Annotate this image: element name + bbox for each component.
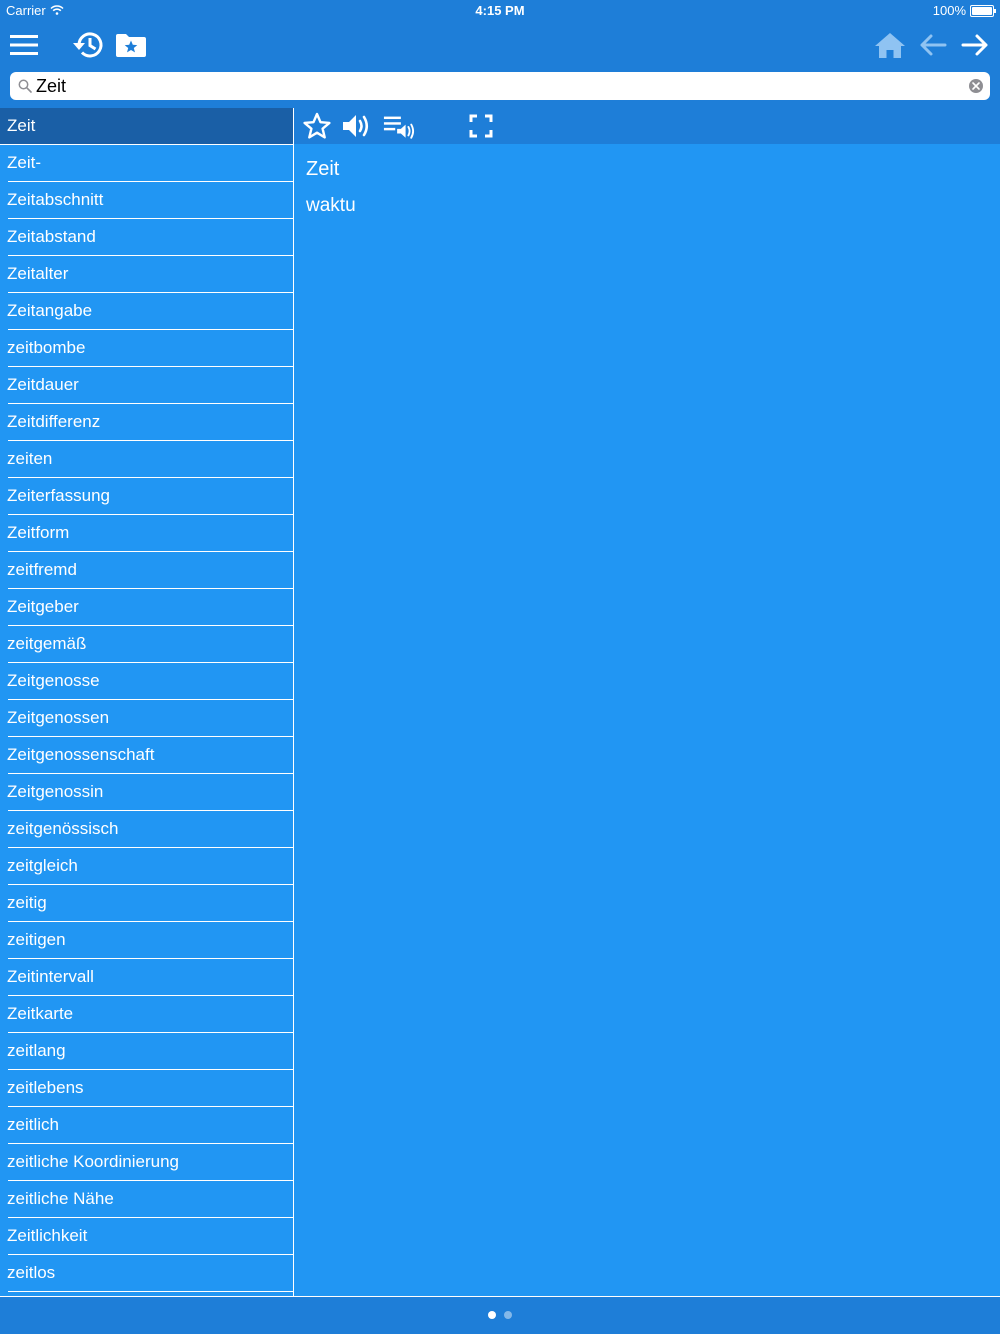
menu-button[interactable]	[5, 26, 43, 64]
list-item-label: zeitlich	[7, 1115, 59, 1134]
list-item-label: Zeitabschnitt	[7, 190, 104, 209]
list-item[interactable]	[8, 922, 293, 959]
list-item[interactable]	[8, 774, 293, 811]
list-item-label: zeitfremd	[7, 560, 77, 579]
list-item-label: Zeitgenosse	[7, 671, 100, 690]
search-bar	[0, 68, 1000, 108]
list-item[interactable]	[8, 256, 293, 293]
list-item-label: zeiten	[7, 449, 53, 468]
favorites-folder-icon	[115, 32, 147, 58]
list-item-label: Zeitform	[7, 523, 70, 542]
main-toolbar	[0, 22, 1000, 68]
list-item-label: Zeitintervall	[7, 967, 94, 986]
forward-arrow-icon	[961, 33, 989, 57]
back-button[interactable]	[914, 26, 952, 64]
history-icon	[71, 30, 105, 60]
fullscreen-icon	[468, 113, 494, 139]
battery-percent: 100%	[932, 3, 966, 18]
list-item[interactable]	[8, 700, 293, 737]
list-item[interactable]	[8, 1107, 293, 1144]
list-item[interactable]	[8, 552, 293, 589]
list-item-label: Zeit	[7, 116, 36, 135]
list-item-label: zeitigen	[7, 930, 66, 949]
list-item[interactable]	[8, 1255, 293, 1292]
list-item[interactable]	[8, 182, 293, 219]
clear-search-button[interactable]	[968, 78, 984, 94]
playlist-audio-icon	[383, 112, 415, 140]
list-item-label: Zeiterfassung	[7, 486, 110, 505]
list-item-label: Zeitangabe	[7, 301, 93, 320]
battery-icon	[970, 5, 994, 17]
definition-headword: Zeit	[306, 158, 340, 180]
list-item-label: Zeitalter	[7, 264, 69, 283]
back-arrow-icon	[919, 33, 947, 57]
list-item-label: Zeitlichkeit	[7, 1226, 88, 1245]
star-icon	[303, 112, 331, 140]
search-icon	[18, 79, 32, 98]
speak-button[interactable]	[340, 111, 372, 141]
home-button[interactable]	[871, 26, 909, 64]
carrier-label: Carrier	[6, 3, 46, 18]
list-item[interactable]	[8, 811, 293, 848]
status-time: 4:15 PM	[475, 3, 525, 18]
list-item-label: zeitliche Nähe	[7, 1189, 114, 1208]
list-item[interactable]	[0, 108, 293, 145]
word-list[interactable]	[0, 108, 294, 1296]
list-item[interactable]	[8, 959, 293, 996]
list-item-label: zeitig	[7, 893, 47, 912]
list-item[interactable]	[8, 1033, 293, 1070]
fullscreen-button[interactable]	[465, 111, 497, 141]
list-item[interactable]	[8, 663, 293, 700]
search-box[interactable]	[10, 72, 990, 100]
list-item[interactable]	[8, 219, 293, 256]
list-item[interactable]	[8, 848, 293, 885]
list-item[interactable]	[8, 589, 293, 626]
list-item[interactable]	[8, 1144, 293, 1181]
status-bar	[0, 0, 1000, 22]
list-item[interactable]	[8, 1181, 293, 1218]
list-item-label: Zeitkarte	[7, 1004, 74, 1023]
list-item-label: Zeitdifferenz	[7, 412, 101, 431]
home-icon	[874, 31, 906, 59]
list-item-label: Zeitabstand	[7, 227, 96, 246]
page-dot[interactable]	[488, 1311, 496, 1319]
list-item-label: Zeitgeber	[7, 597, 79, 616]
definition-translation: waktu	[306, 195, 356, 216]
bottom-bar	[0, 1296, 1000, 1334]
history-button[interactable]	[69, 26, 107, 64]
list-item[interactable]	[8, 1218, 293, 1255]
page-dot[interactable]	[504, 1311, 512, 1319]
speak-list-button[interactable]	[383, 111, 415, 141]
list-item[interactable]	[8, 515, 293, 552]
list-item-label: zeitbombe	[7, 338, 86, 357]
list-item-label: zeitlang	[7, 1041, 66, 1060]
list-item[interactable]	[8, 367, 293, 404]
list-item-label: Zeitgenossenschaft	[7, 745, 155, 764]
page-indicator[interactable]	[0, 1311, 1000, 1319]
search-input[interactable]	[36, 74, 956, 98]
list-item-label: zeitgenössisch	[7, 819, 119, 838]
speaker-icon	[341, 112, 371, 140]
favorites-button[interactable]	[112, 26, 150, 64]
list-item-label: zeitlebens	[7, 1078, 84, 1097]
list-item[interactable]	[8, 626, 293, 663]
list-item-label: zeitgleich	[7, 856, 78, 875]
list-item-label: zeitlos	[7, 1263, 56, 1282]
list-item[interactable]	[8, 293, 293, 330]
definition-panel	[294, 144, 1000, 1296]
list-item[interactable]	[8, 478, 293, 515]
list-item[interactable]	[8, 996, 293, 1033]
list-item[interactable]	[8, 737, 293, 774]
list-item[interactable]	[8, 330, 293, 367]
list-item-label: Zeitgenossin	[7, 782, 104, 801]
list-item-label: Zeit-	[7, 153, 41, 172]
list-item[interactable]	[8, 1070, 293, 1107]
list-item-label: Zeitdauer	[7, 375, 79, 394]
detail-toolbar	[294, 108, 1000, 144]
forward-button[interactable]	[956, 26, 994, 64]
list-item[interactable]	[8, 885, 293, 922]
menu-icon	[9, 33, 39, 57]
list-item-label: zeitgemäß	[7, 634, 87, 653]
list-item-label: zeitliche Koordinierung	[7, 1152, 179, 1171]
list-item[interactable]	[8, 404, 293, 441]
battery-info	[933, 3, 994, 18]
list-item[interactable]	[8, 441, 293, 478]
list-item-label: Zeitgenossen	[7, 708, 110, 727]
list-item[interactable]	[8, 145, 293, 182]
favorite-button[interactable]	[301, 111, 333, 141]
clear-icon	[968, 78, 984, 94]
